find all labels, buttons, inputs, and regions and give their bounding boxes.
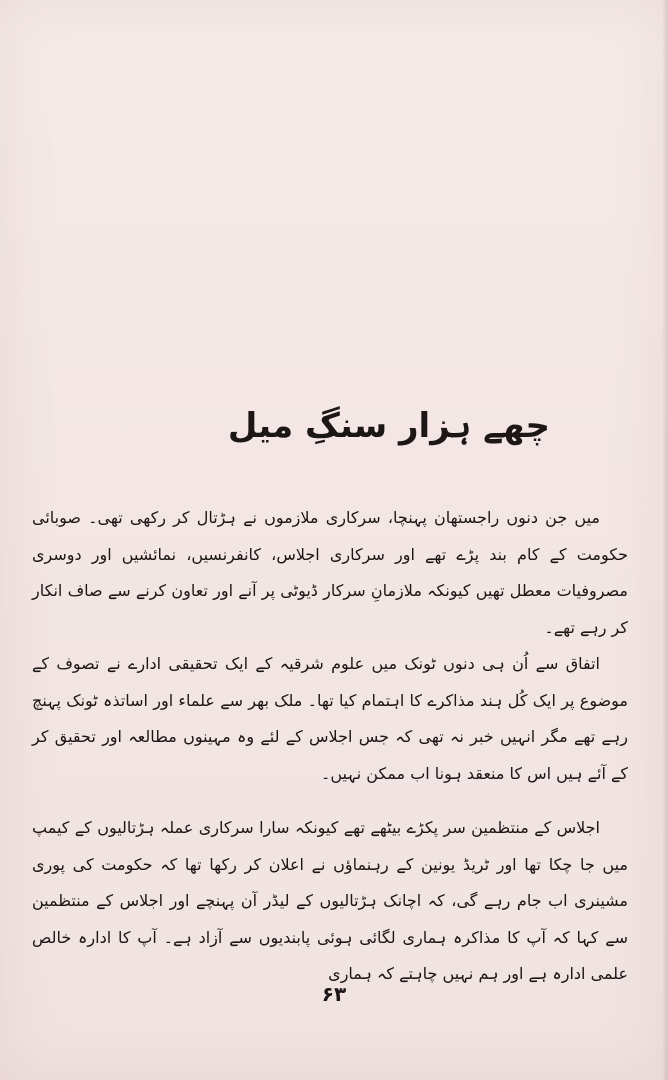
chapter-title: چھے ہزار سنگِ میل xyxy=(227,406,550,446)
body-text xyxy=(32,500,628,983)
page-number: ۶۳ xyxy=(321,982,347,1006)
paragraph-2: اتفاق سے اُن ہی دنوں ٹونک میں علوم شرقیہ کے ایک تحقیقی ادارے نے تصوف کے موضوع پر ایک کُل ہند مذاکرے کا اہتمام کیا تھا۔ ملک بھر سے علماء اور اساتذہ ٹونک پہنچ رہے تھے مگر انہیں خبر نہ تھی کہ جس اجلاس کے لئے وہ مہینوں مطالعہ اور تحقیق کر کے آئے ہیں اس کا منعقد ہونا اب ممکن نہیں۔ xyxy=(32,654,628,783)
paragraph-1: میں جن دنوں راجستھان پہنچا، سرکاری ملازموں نے ہڑتال کر رکھی تھی۔ صوبائی حکومت کے کام بند پڑے تھے اور سرکاری اجلاس، کانفرنسیں، نمائشیں اور دوسری مصروفیات معطل تھیں کیونکہ ملازمانِ سرکار ڈیوٹی پر آنے اور تعاون کرنے سے صاف انکار کر رہے تھے۔ xyxy=(32,508,628,637)
paragraph-3: اجلاس کے منتظمین سر پکڑے بیٹھے تھے کیونکہ سارا سرکاری عملہ ہڑتالیوں کے کیمپ میں جا چکا تھا اور ٹریڈ یونین کے رہنماؤں نے اعلان کر رکھا تھا کہ حکومت کی پوری مشینری اب جام رہے گی، کہ اچانک ہڑتالیوں کے لیڈر آن پہنچے اور اجلاس کے منتظمین سے کہا کہ آپ کا مذاکرہ ہماری لگائی ہوئی پابندیوں سے آزاد ہے۔ آپ کا ادارہ خالص علمی ادارہ ہے اور ہم نہیں چاہتے کہ ہماری xyxy=(32,818,628,983)
page-edge-shadow xyxy=(662,0,668,1080)
